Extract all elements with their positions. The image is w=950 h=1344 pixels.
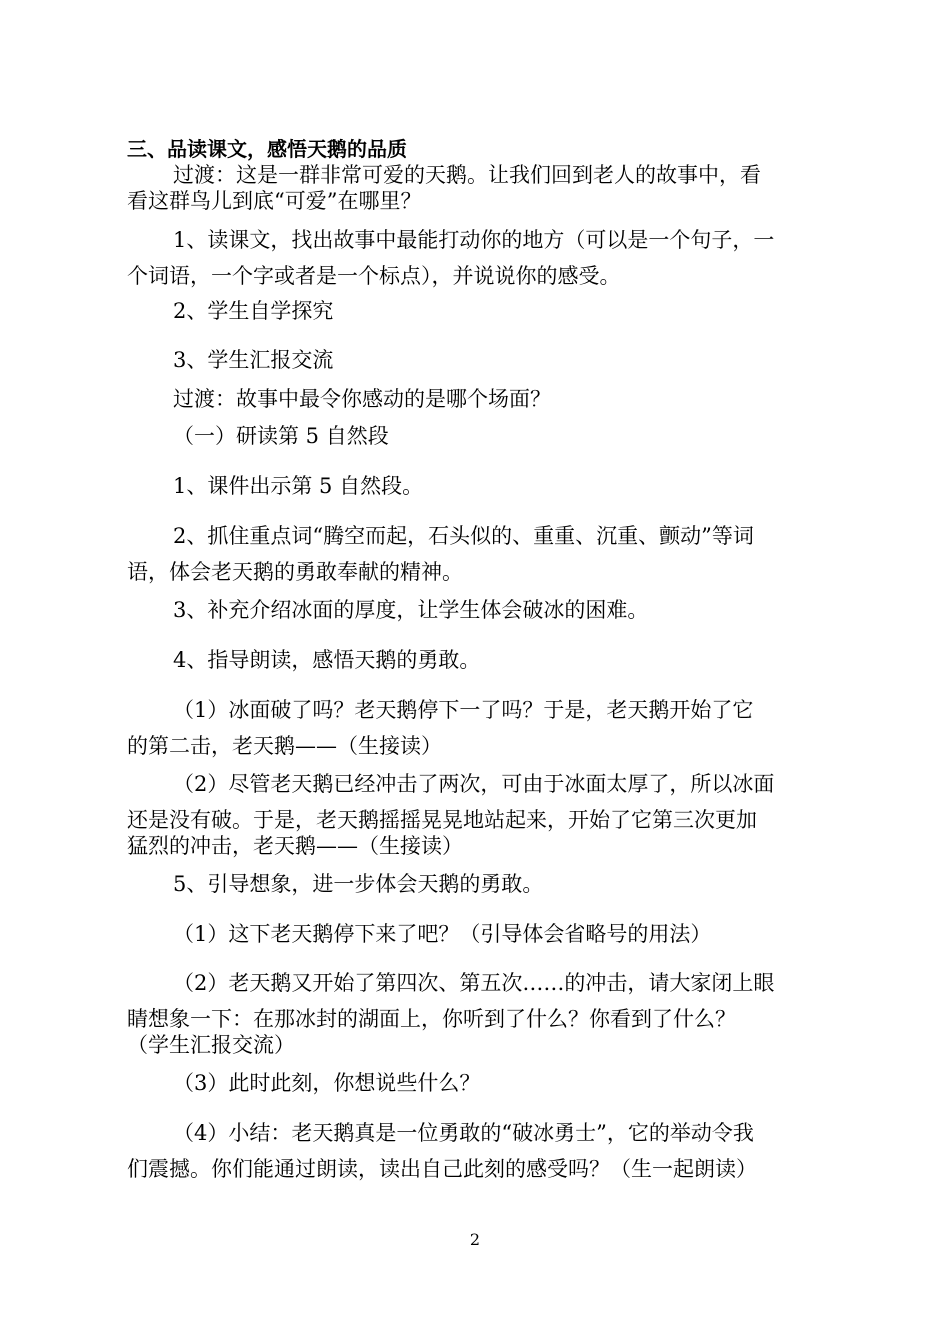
paragraph-line: 1、课件出示第 5 自然段。 [173,474,424,498]
paragraph-line: 2、抓住重点词“腾空而起，石头似的、重重、沉重、颤动”等词 [173,524,754,548]
paragraph-line: （一）研读第 5 自然段 [173,424,389,448]
paragraph-line: 5、引导想象，进一步体会天鹅的勇敢。 [173,872,544,896]
paragraph-line: （4）小结：老天鹅真是一位勇敢的“破冰勇士”，它的举动令我 [173,1121,754,1145]
paragraph-line: 个词语，一个字或者是一个标点），并说说你的感受。 [127,264,621,288]
paragraph-line: （学生汇报交流） [127,1033,295,1057]
paragraph-line: （1）冰面破了吗？老天鹅停下一了吗？于是，老天鹅开始了它 [173,698,754,722]
section-heading: 三、品读课文，感悟天鹅的品质 [127,137,407,161]
page-number: 2 [469,1230,481,1249]
paragraph-line: 看这群鸟儿到底“可爱”在哪里？ [127,189,422,213]
paragraph-line: 的第二击，老天鹅——（生接读） [127,734,442,758]
paragraph-line: 猛烈的冲击，老天鹅——（生接读） [127,834,463,858]
paragraph-line: 语，体会老天鹅的勇敢奉献的精神。 [127,560,463,584]
paragraph-line: 3、补充介绍冰面的厚度，让学生体会破冰的困难。 [173,598,649,622]
paragraph-line: 过渡：这是一群非常可爱的天鹅。让我们回到老人的故事中，看 [173,163,761,187]
paragraph-line: 1、读课文，找出故事中最能打动你的地方（可以是一个句子，一 [173,228,775,252]
paragraph-line: （1）这下老天鹅停下来了吧？（引导体会省略号的用法） [173,922,712,946]
paragraph-line: 过渡：故事中最令你感动的是哪个场面？ [173,387,551,411]
paragraph-line: 4、指导朗读，感悟天鹅的勇敢。 [173,648,481,672]
paragraph-line: 3、学生汇报交流 [173,348,334,372]
paragraph-line: （2）老天鹅又开始了第四次、第五次……的冲击，请大家闭上眼 [173,971,775,995]
paragraph-line: （3）此时此刻，你想说些什么？ [173,1071,481,1095]
paragraph-line: 们震撼。你们能通过朗读，读出自己此刻的感受吗？（生一起朗读） [127,1157,757,1181]
paragraph-line: 还是没有破。于是，老天鹅摇摇晃晃地站起来，开始了它第三次更加 [127,808,757,832]
paragraph-line: （2）尽管老天鹅已经冲击了两次，可由于冰面太厚了，所以冰面 [173,772,775,796]
paragraph-line: 睛想象一下：在那冰封的湖面上，你听到了什么？你看到了什么？ [127,1007,736,1031]
paragraph-line: 2、学生自学探究 [173,299,334,323]
